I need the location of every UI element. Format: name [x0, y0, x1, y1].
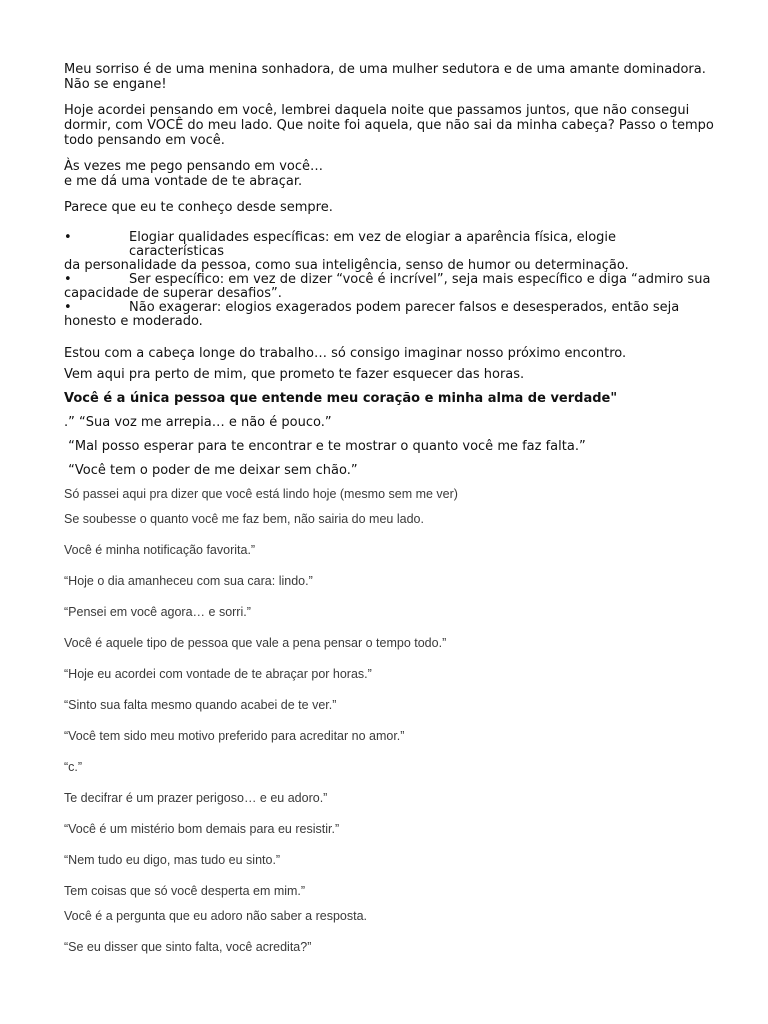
quote-aquele-tipo: Você é aquele tipo de pessoa que vale a pena pensar o tempo todo.”	[64, 636, 447, 650]
quote-c: “c.”	[64, 760, 83, 774]
quote-so-passei: Só passei aqui pra dizer que você está lindo hoje (mesmo sem me ver)	[64, 487, 458, 501]
tips-list	[64, 231, 714, 329]
quote-notificacao: Você é minha notificação favorita.”	[64, 543, 256, 557]
quote-decifrar: Te decifrar é um prazer perigoso… e eu adoro.”	[64, 791, 328, 805]
quote-misterio: “Você é um mistério bom demais para eu resistir.”	[64, 822, 340, 836]
paragraph-parece: Parece que eu te conheço desde sempre.	[64, 200, 333, 215]
list-item	[64, 301, 714, 329]
paragraph-estou-com: Estou com a cabeça longe do trabalho… só consigo imaginar nosso próximo encontro.	[64, 346, 627, 361]
paragraph-as-vezes-2: e me dá uma vontade de te abraçar.	[64, 174, 303, 189]
quote-mal-posso: “Mal posso esperar para te encontrar e te mostrar o quanto você me faz falta.”	[64, 439, 586, 454]
quote-poder: “Você tem o poder de me deixar sem chão.”	[64, 463, 358, 478]
paragraph-as-vezes-1: Às vezes me pego pensando em você…	[64, 159, 323, 174]
paragraph-hoje-acordei: Hoje acordei pensando em você, lembrei daquela noite que passamos juntos, que não consegui dormir, com VOCÊ do meu lado. Que noite foi aquela, que não sai da minha cabeça? Passo o tempo todo pensando em você.	[64, 103, 714, 148]
list-item-line: Elogiar qualidades específicas: em vez de elogiar a aparência física, elogie características	[129, 230, 617, 259]
document-page	[64, 62, 714, 955]
bullet-marker: •	[64, 272, 72, 287]
paragraph-bold-heading: Você é a única pessoa que entende meu coração e minha alma de verdade"	[64, 391, 618, 406]
list-item-line: Ser específico: em vez de dizer “você é incrível”, seja mais específico e diga “admiro sua	[129, 272, 711, 287]
quote-se-soubesse: Se soubesse o quanto você me faz bem, não sairia do meu lado.	[64, 512, 424, 526]
list-item-continuation: da personalidade da pessoa, como sua inteligência, senso de humor ou determinação.	[64, 258, 629, 273]
quote-sua-voz: .” “Sua voz me arrepia… e não é pouco.”	[64, 415, 332, 430]
list-item	[64, 231, 714, 273]
quote-motivo: “Você tem sido meu motivo preferido para acreditar no amor.”	[64, 729, 405, 743]
bullet-marker: •	[64, 230, 72, 245]
paragraph-intro: Meu sorriso é de uma menina sonhadora, de uma mulher sedutora e de uma amante dominadora. Não se engane!	[64, 62, 706, 92]
list-item-continuation: capacidade de superar desafios”.	[64, 286, 282, 301]
list-item	[64, 273, 714, 301]
quote-pergunta: Você é a pergunta que eu adoro não saber a resposta.	[64, 909, 368, 923]
list-item-continuation: honesto e moderado.	[64, 314, 203, 329]
quote-nem-tudo: “Nem tudo eu digo, mas tudo eu sinto.”	[64, 853, 281, 867]
quote-tem-coisas: Tem coisas que só você desperta em mim.”	[64, 884, 306, 898]
quote-abracar: “Hoje eu acordei com vontade de te abraçar por horas.”	[64, 667, 372, 681]
list-item-line: Não exagerar: elogios exagerados podem parecer falsos e desesperados, então seja	[129, 300, 680, 315]
bullet-marker: •	[64, 300, 72, 315]
quote-pensei: “Pensei em você agora… e sorri.”	[64, 605, 251, 619]
quote-dia-amanheceu: “Hoje o dia amanheceu com sua cara: lindo.”	[64, 574, 313, 588]
paragraph-vem-aqui: Vem aqui pra perto de mim, que prometo te fazer esquecer das horas.	[64, 367, 525, 382]
quote-acredita: “Se eu disser que sinto falta, você acredita?”	[64, 940, 312, 954]
quote-sinto-falta: “Sinto sua falta mesmo quando acabei de te ver.”	[64, 698, 337, 712]
